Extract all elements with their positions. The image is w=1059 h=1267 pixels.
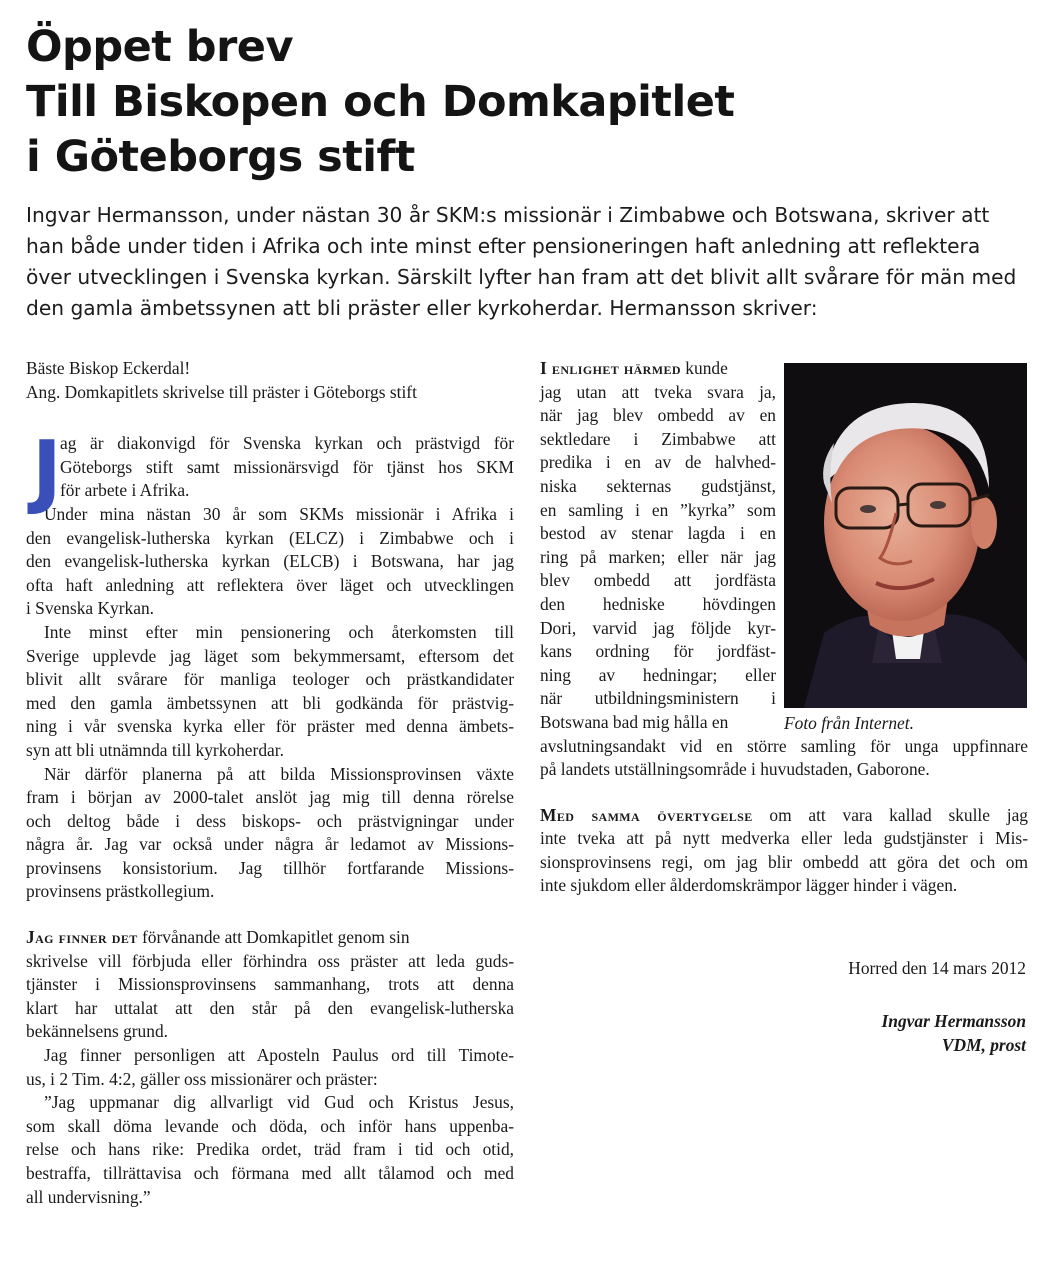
body-line: blivit allt svårare för manliga teologer och prästkandidater xyxy=(26,669,514,690)
ingress-line: över utvecklingen i Svenska kyrkan. Särskilt lyfter han fram att det blivit allt svårare för män med xyxy=(26,265,1017,289)
title-line-2: Till Biskopen och Domkapitlet xyxy=(26,77,735,127)
body-line: klart har uttalat att den står på den evangelisk-lutherska xyxy=(26,997,514,1018)
greeting-salutation: Bäste Biskop Eckerdal! xyxy=(26,358,191,378)
body-line: provinsens prästkollegium. xyxy=(26,881,215,902)
body-line: kans ordning för jordfäst- xyxy=(540,641,776,662)
body-line: i Svenska Kyrkan. xyxy=(26,598,154,619)
body-line: provinsens konsistorium. Jag tillhör fortfarande Missions- xyxy=(26,857,514,878)
ingress-line: Ingvar Hermansson, under nästan 30 år SKM:s missionär i Zimbabwe och Botswana, skriver att xyxy=(26,203,990,227)
body-line: Jag finner det förvånande att Domkapitlet genom sin xyxy=(26,927,410,948)
body-line: I enlighet härmed kunde xyxy=(540,358,728,378)
body-line: den hedniske hövdingen xyxy=(540,593,776,614)
body-line: syn att bli utnämnda till kyrkoherdar. xyxy=(26,739,284,760)
body-line: sektledare i Zimbabwe att xyxy=(540,428,776,449)
body-line: tjänster i Missionsprovinsens sammanhang, trots att denna xyxy=(26,974,514,995)
left-column xyxy=(26,357,514,1209)
body-line: fram i början av 2000-talet anslöt jag mig till denna rörelse xyxy=(26,787,514,808)
body-line: Inte minst efter min pensionering och återkomsten till xyxy=(44,621,514,642)
letter-date: Horred den 14 mars 2012 xyxy=(848,958,1026,978)
body-line: Under mina nästan 30 år som SKMs missionär i Afrika i xyxy=(44,503,514,524)
body-line: blev ombedd att jordfästa xyxy=(540,570,776,591)
body-line: ring på marken; eller när jag xyxy=(540,546,776,567)
body-line: Dori, varvid jag följde kyr- xyxy=(540,617,776,638)
signature xyxy=(882,1010,1026,1057)
body-line: med den gamla ämbetssynen att bli godkända för prästvig- xyxy=(26,692,514,713)
quote-line: ”Jag uppmanar dig allvarligt vid Gud och Kristus Jesus, xyxy=(44,1092,514,1113)
quote-line: bestraffa, tillrättavisa och förmana med allt tålamod och med xyxy=(26,1163,514,1183)
signature-title: VDM, prost xyxy=(941,1034,1026,1055)
body-line: bestod av stenar lagda i en xyxy=(540,523,776,544)
body-line: på landets utställningsområde i huvudstaden, Gaborone. xyxy=(540,759,930,780)
article-title xyxy=(26,20,1036,185)
body-line: us, i 2 Tim. 4:2, gäller oss missionärer och präster: xyxy=(26,1068,378,1089)
greeting-subject: Ang. Domkapitlets skrivelse till präster i Göteborgs stift xyxy=(26,381,417,402)
body-line: Med samma övertygelse om att vara kallad skulle jag xyxy=(540,804,1028,825)
body-line: När därför planerna på att bilda Missionsprovinsen växte xyxy=(44,763,514,784)
body-line: predika i en av de halvhed- xyxy=(540,452,776,473)
body-line: när jag blev ombedd av en xyxy=(540,405,776,426)
drop-cap: J xyxy=(32,424,62,517)
article-ingress xyxy=(26,200,1036,324)
body-line: Jag finner personligen att Aposteln Paulus ord till Timote- xyxy=(44,1045,514,1066)
title-line-3: i Göteborgs stift xyxy=(26,132,415,182)
body-line: inte sjukdom eller ålderdomskrämpor lägger hinder i vägen. xyxy=(540,875,958,896)
ingress-line: den gamla ämbetssynen att bli präster eller kyrkoherdar. Hermansson skriver: xyxy=(26,296,818,320)
lead-in: Jag finner det xyxy=(26,927,138,948)
author-photo xyxy=(784,363,1027,708)
signature-name: Ingvar Hermansson xyxy=(881,1011,1026,1031)
lead-in: Med samma övertygelse xyxy=(540,804,753,825)
body-line: Göteborgs stift samt missionärsvigd för tjänst hos SKM xyxy=(60,456,514,477)
body-line: några år. Jag var också under några år ledamot av Missions- xyxy=(26,834,514,855)
lead-in: I enlighet härmed xyxy=(540,358,681,378)
body-line: sionsprovinsens regi, om jag blir ombedd att göra det och om xyxy=(540,851,1028,872)
body-line: avslutningsandakt vid en större samling för unga uppfinnare xyxy=(540,735,1028,756)
body-line: ning i vår svenska kyrka eller för präster med denna ämbets- xyxy=(26,716,514,737)
body-line: bekännelsens grund. xyxy=(26,1021,168,1042)
quote-line: relse och hans rike: Predika ordet, träd fram i tid och otid, xyxy=(26,1139,514,1160)
body-line: inte tveka att på nytt medverka eller leda gudstjänster i Mis- xyxy=(540,828,1028,849)
title-line-1: Öppet brev xyxy=(26,22,293,72)
photo-caption: Foto från Internet. xyxy=(784,713,914,733)
quote-line: som skall döma levande och döda, och inför hans uppenba- xyxy=(26,1115,514,1136)
body-line: när utbildningsministern i xyxy=(540,688,776,709)
body-line: skrivelse vill förbjuda eller förhindra oss präster att leda guds- xyxy=(26,950,514,971)
body-line: och deltog både i dess biskops- och prästvigningar under xyxy=(26,810,514,831)
body-line: niska sekternas gudstjänst, xyxy=(540,475,776,496)
body-line: ning av hedningar; eller xyxy=(540,664,776,685)
ingress-line: han både under tiden i Afrika och inte minst efter pensioneringen haft anledning att reflektera xyxy=(26,234,981,258)
body-line: Sverige upplevde jag läget som bekymmersamt, eftersom det xyxy=(26,645,514,666)
body-line: för arbete i Afrika. xyxy=(60,480,190,501)
body-line: ofta haft anledning att reflektera över läget och utvecklingen xyxy=(26,574,514,595)
body-line: den evangelisk-lutherska kyrkan (ELCB) i Botswana, har jag xyxy=(26,551,514,572)
body-line: en samling i en ”kyrka” som xyxy=(540,499,776,520)
body-line: Botswana bad mig hålla en xyxy=(540,711,729,732)
portrait-illustration xyxy=(784,363,1027,708)
body-line: ag är diakonvigd för Svenska kyrkan och prästvigd för xyxy=(60,433,514,454)
body-line: den evangelisk-lutherska kyrkan (ELCZ) i Zimbabwe och i xyxy=(26,527,514,548)
quote-line: all undervisning.” xyxy=(26,1186,151,1207)
body-line: jag utan att tveka svara ja, xyxy=(540,381,776,402)
